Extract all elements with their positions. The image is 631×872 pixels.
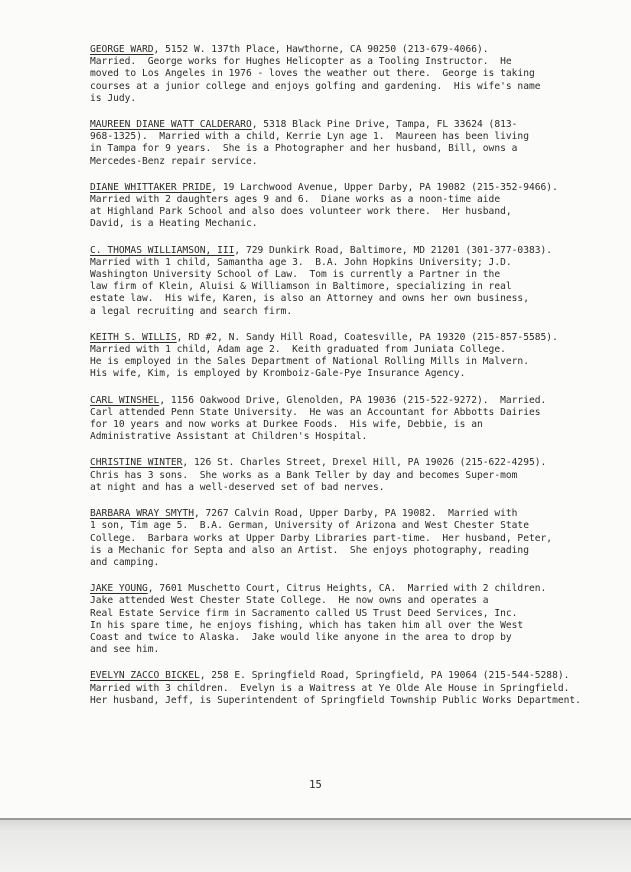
- entry-text-line: 968-1325). Married with a child, Kerrie Lyn age 1. Maureen has been living: [90, 131, 529, 143]
- entry-text-line: Real Estate Service firm in Sacramento called US Trust Deed Services, Inc.: [90, 607, 518, 619]
- directory-entry: [90, 583, 620, 656]
- entry-text-line: Married. George works for Hughes Helicopter as a Tooling Instructor. He: [90, 56, 512, 68]
- entry-first-line: [90, 583, 620, 595]
- entry-text-line: at Highland Park School and also does volunteer work there. Her husband,: [90, 206, 512, 218]
- person-name: GEORGE WARD: [90, 44, 154, 55]
- entry-text-line: Married with 3 children. Evelyn is a Waitress at Ye Olde Ale House in Springfield.: [90, 682, 570, 694]
- entry-text-line: is a Mechanic for Septa and also an Artist. She enjoys photography, reading: [90, 544, 529, 556]
- entry-text: , 258 E. Springfield Road, Springfield, PA 19064 (215-544-5288).: [199, 670, 570, 682]
- entry-text-line: Married with 2 daughters ages 9 and 6. Diane works as a noon-time aide: [90, 194, 501, 206]
- entry-text-line: Married with 1 child, Samantha age 3. B.A. John Hopkins University; J.D.: [90, 256, 512, 268]
- person-name: KEITH S. WILLIS: [90, 331, 177, 343]
- entry-text-line: in Tampa for 9 years. She is a Photographer and her husband, Bill, owns a: [90, 143, 518, 155]
- person-name: C. THOMAS WILLIAMSON, III: [90, 244, 235, 256]
- person-name: DIANE WHITTAKER PRIDE: [90, 181, 212, 193]
- person-name: JAKE YOUNG: [90, 583, 148, 595]
- entry-text-line: David, is a Heating Mechanic.: [90, 218, 258, 230]
- entry-first-line: [90, 670, 620, 682]
- entry-text-line: courses at a junior college and enjoys golfing and gardening. His wife's name: [90, 80, 541, 92]
- page-edge-line: [0, 818, 631, 820]
- entry-text-line: is Judy.: [90, 92, 137, 104]
- entry-text-line: Carl attended Penn State University. He was an Accountant for Abbotts Dairies: [90, 406, 541, 418]
- entry-text-line: In his spare time, he enjoys fishing, which has taken him all over the West: [90, 619, 524, 631]
- entry-first-line: [90, 182, 620, 194]
- directory-entry: [90, 245, 620, 318]
- entry-text: , 1156 Oakwood Drive, Glenolden, PA 19036 (215-522-9272). Married.: [159, 394, 547, 406]
- entry-text: , RD #2, N. Sandy Hill Road, Coatesville, PA 19320 (215-857-5585).: [176, 331, 558, 343]
- entry-text-line: estate law. His wife, Karen, is also an Attorney and owns her own business,: [90, 293, 529, 305]
- entry-text-line: Mercedes-Benz repair service.: [90, 155, 258, 167]
- entry-first-line: [90, 508, 620, 520]
- directory-entry: [90, 332, 620, 381]
- entry-text-line: a legal recruiting and search firm.: [90, 305, 293, 317]
- entry-text-line: His wife, Kim, is employed by Kromboiz-Gale-Pye Insurance Agency.: [90, 368, 466, 380]
- entry-text-line: Jake attended West Chester State College. He now owns and operates a: [90, 595, 489, 607]
- entry-text-line: Coast and twice to Alaska. Jake would like anyone in the area to drop by: [90, 631, 512, 643]
- entry-text-line: and camping.: [90, 556, 160, 568]
- directory-entry: [90, 44, 620, 105]
- entry-text: , 7601 Muschetto Court, Citrus Heights, CA. Married with 2 children.: [147, 583, 547, 595]
- entry-first-line: [90, 457, 620, 469]
- person-name: CARL WINSHEL: [90, 394, 160, 406]
- entry-first-line: [90, 44, 620, 56]
- person-name: CHRISTINE WINTER: [90, 457, 183, 469]
- entry-text-line: Married with 1 child, Adam age 2. Keith graduated from Juniata College.: [90, 344, 506, 356]
- directory-entry: [90, 182, 620, 231]
- entry-text-line: 1 son, Tim age 5. B.A. German, University of Arizona and West Chester State: [90, 520, 529, 532]
- entry-text: , 5318 Black Pine Drive, Tampa, FL 33624 (813-: [251, 119, 518, 131]
- directory-entry: [90, 395, 620, 444]
- entry-text-line: at night and has a well-deserved set of bad nerves.: [90, 481, 385, 493]
- entry-text: , 5152 W. 137th Place, Hawthorne, CA 90250 (213-679-4066).: [153, 44, 489, 55]
- directory-entries: [90, 44, 620, 721]
- entry-text-line: moved to Los Angeles in 1976 - loves the weather out there. George is taking: [90, 68, 535, 80]
- entry-text: , 19 Larchwood Avenue, Upper Darby, PA 19082 (215-352-9466).: [211, 181, 558, 193]
- entry-first-line: [90, 245, 620, 257]
- entry-text: , 729 Dunkirk Road, Baltimore, MD 21201 (301-377-0383).: [234, 244, 553, 256]
- entry-text-line: Administrative Assistant at Children's Hospital.: [90, 431, 368, 443]
- person-name: EVELYN ZACCO BICKEL: [90, 670, 200, 682]
- entry-first-line: [90, 332, 620, 344]
- person-name: BARBARA WRAY SMYTH: [90, 508, 194, 520]
- entry-text-line: Washington University School of Law. Tom is currently a Partner in the: [90, 269, 501, 281]
- person-name: MAUREEN DIANE WATT CALDERARO: [90, 119, 252, 131]
- entry-text-line: for 10 years and now works at Durkee Foods. His wife, Debbie, is an: [90, 419, 483, 431]
- directory-entry: [90, 119, 620, 168]
- entry-text-line: Chris has 3 sons. She works as a Bank Teller by day and becomes Super-mom: [90, 469, 518, 481]
- entry-text: , 126 St. Charles Street, Drexel Hill, PA 19026 (215-622-4295).: [182, 457, 547, 469]
- entry-first-line: [90, 119, 620, 131]
- directory-entry: [90, 508, 620, 569]
- entry-text-line: law firm of Klein, Aluisi & Williamson in Baltimore, specializing in real: [90, 281, 512, 293]
- entry-text-line: and see him.: [90, 644, 160, 656]
- entry-text: , 7267 Calvin Road, Upper Darby, PA 19082. Married with: [193, 508, 518, 520]
- entry-first-line: [90, 395, 620, 407]
- page-bottom-edge: [0, 818, 631, 872]
- directory-entry: [90, 670, 620, 707]
- entry-text-line: Her husband, Jeff, is Superintendent of Springfield Township Public Works Department.: [90, 694, 581, 706]
- page-number: 15: [309, 779, 322, 791]
- entry-text-line: He is employed in the Sales Department of National Rolling Mills in Malvern.: [90, 356, 529, 368]
- directory-entry: [90, 457, 620, 494]
- entry-text-line: College. Barbara works at Upper Darby Libraries part-time. Her husband, Peter,: [90, 532, 553, 544]
